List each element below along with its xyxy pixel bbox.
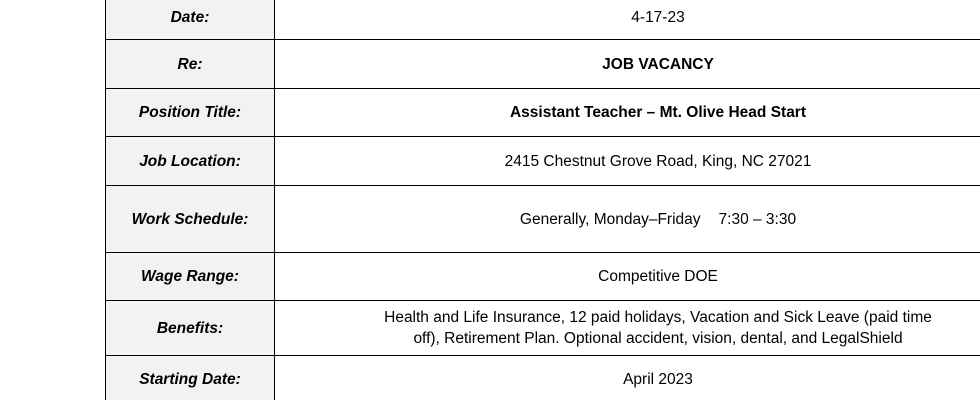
benefits-label: Benefits: [106,301,275,356]
date-value: 4-17-23 [275,0,980,40]
work-schedule-hours: 7:30 – 3:30 [718,210,797,228]
row-date [106,0,980,40]
work-schedule-days: Generally, Monday–Friday [519,210,701,228]
row-re [106,40,980,89]
row-starting-date [106,356,980,400]
row-benefits [106,301,980,356]
wage-range-value: Competitive DOE [275,253,980,301]
position-title-label: Position Title: [106,89,275,137]
job-vacancy-document [105,0,980,400]
job-vacancy-table [105,0,980,400]
position-title-value: Assistant Teacher – Mt. Olive Head Start [275,89,980,137]
row-wage-range [106,253,980,301]
job-location-label: Job Location: [106,137,275,186]
row-position-title [106,89,980,137]
starting-date-value: April 2023 [275,356,980,400]
re-value: JOB VACANCY [275,40,980,89]
row-work-schedule [106,186,980,253]
work-schedule-label: Work Schedule: [106,186,275,253]
date-label: Date: [106,0,275,40]
work-schedule-value [275,186,980,253]
starting-date-label: Starting Date: [106,356,275,400]
re-label: Re: [106,40,275,89]
benefits-line-2: off), Retirement Plan. Optional accident, vision, dental, and LegalShield [413,330,903,347]
benefits-value [275,301,980,356]
job-location-value: 2415 Chestnut Grove Road, King, NC 27021 [275,137,980,186]
wage-range-label: Wage Range: [106,253,275,301]
row-job-location [106,137,980,186]
benefits-line-1: Health and Life Insurance, 12 paid holidays, Vacation and Sick Leave (paid time [384,309,932,326]
